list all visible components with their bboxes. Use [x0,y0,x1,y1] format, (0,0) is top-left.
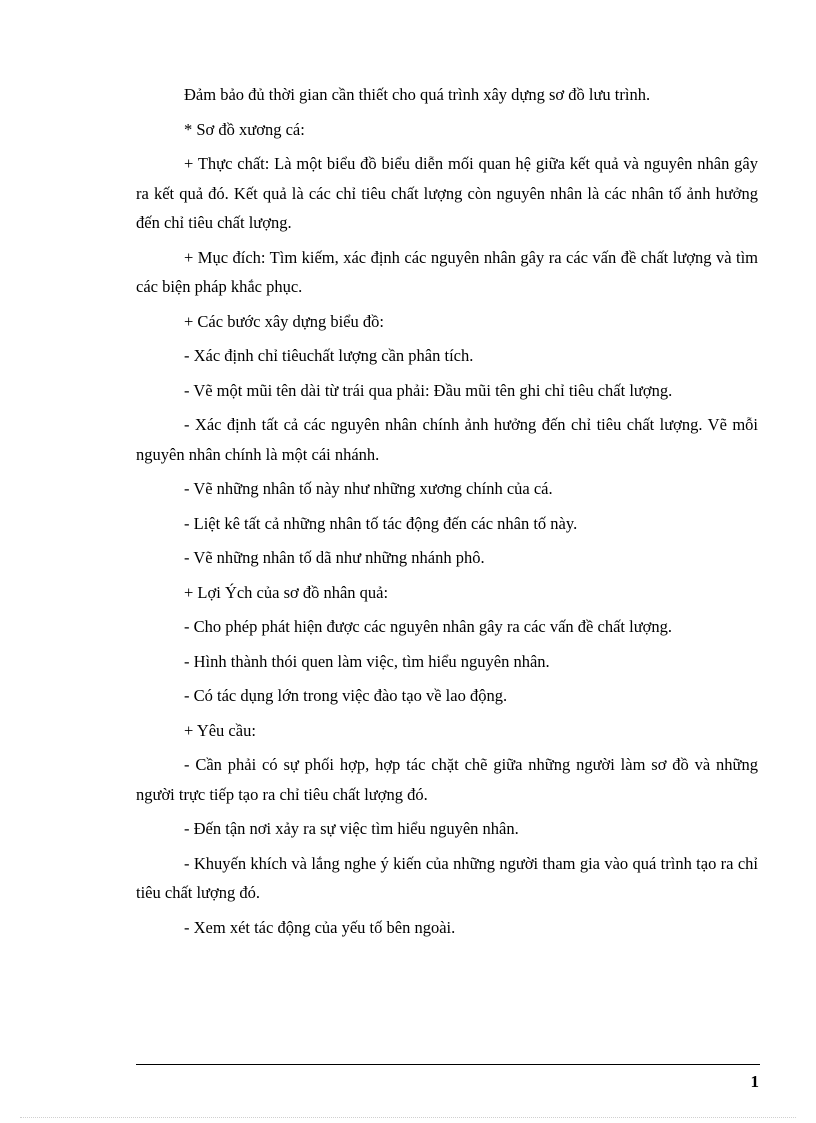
list-item: - Vẽ những nhân tố dã như những nhánh phô. [184,548,485,567]
paragraph: Đảm bảo đủ thời gian cần thiết cho quá trình xây dựng sơ đồ lưu trình. [184,85,651,104]
list-item: - Khuyến khích và lắng nghe ý kiến của những người tham gia vào quá trình tạo ra chỉ tiêu chất lượng đó. [136,853,758,902]
list-item: - Cần phải có sự phối hợp, hợp tác chặt chẽ giữa những người làm sơ đồ và những người trực tiếp tạo ra chỉ tiêu chất lượng đó. [136,755,758,804]
subheading-requirements: + Yêu cầu: [184,720,256,740]
subheading-steps: + Các bước xây dựng biểu đồ: [184,311,384,331]
list-item: - Liệt kê tất cả những nhân tố tác động đến các nhân tố này. [184,513,578,533]
list-item: - Hình thành thói quen làm việc, tìm hiểu nguyên nhân. [184,651,550,671]
page-body [136,80,758,947]
page-edge-dotted-line [20,1117,796,1118]
list-item: - Có tác dụng lớn trong việc đào tạo về lao động. [184,686,508,705]
footer-divider [136,1064,760,1065]
list-item: - Xác định chỉ tiêuchất lượng cần phân tích. [184,346,474,365]
list-item: - Đến tận nơi xảy ra sự việc tìm hiểu nguyên nhân. [184,819,519,838]
list-item: - Xem xét tác động của yếu tố bên ngoài. [184,917,456,937]
list-item: - Vẽ một mũi tên dài từ trái qua phải: Đầu mũi tên ghi chỉ tiêu chất lượng. [184,380,673,400]
subheading-benefits: + Lợi Ých của sơ đồ nhân quả: [184,582,389,602]
list-item: - Xác định tất cả các nguyên nhân chính ảnh hưởng đến chỉ tiêu chất lượng. Vẽ mỗi nguyên nhân chính là một cái nhánh. [136,415,758,464]
page-number: 1 [750,1072,759,1091]
paragraph-purpose: + Mục đích: Tìm kiếm, xác định các nguyên nhân gây ra các vấn đề chất lượng và tìm các biện pháp khắc phục. [136,247,758,296]
paragraph-nature: + Thực chất: Là một biểu đồ biểu diễn mối quan hệ giữa kết quả và nguyên nhân gây ra kết quả đó. Kết quả là các chỉ tiêu chất lượng còn nguyên nhân là các nhân tố ảnh hưởng đến chỉ tiêu chất lượng. [136,154,758,232]
section-heading-fishbone: * Sơ đồ xương cá: [184,119,305,139]
list-item: - Cho phép phát hiện được các nguyên nhân gây ra các vấn đề chất lượng. [184,617,672,636]
list-item: - Vẽ những nhân tố này như những xương chính của cá. [184,479,553,498]
